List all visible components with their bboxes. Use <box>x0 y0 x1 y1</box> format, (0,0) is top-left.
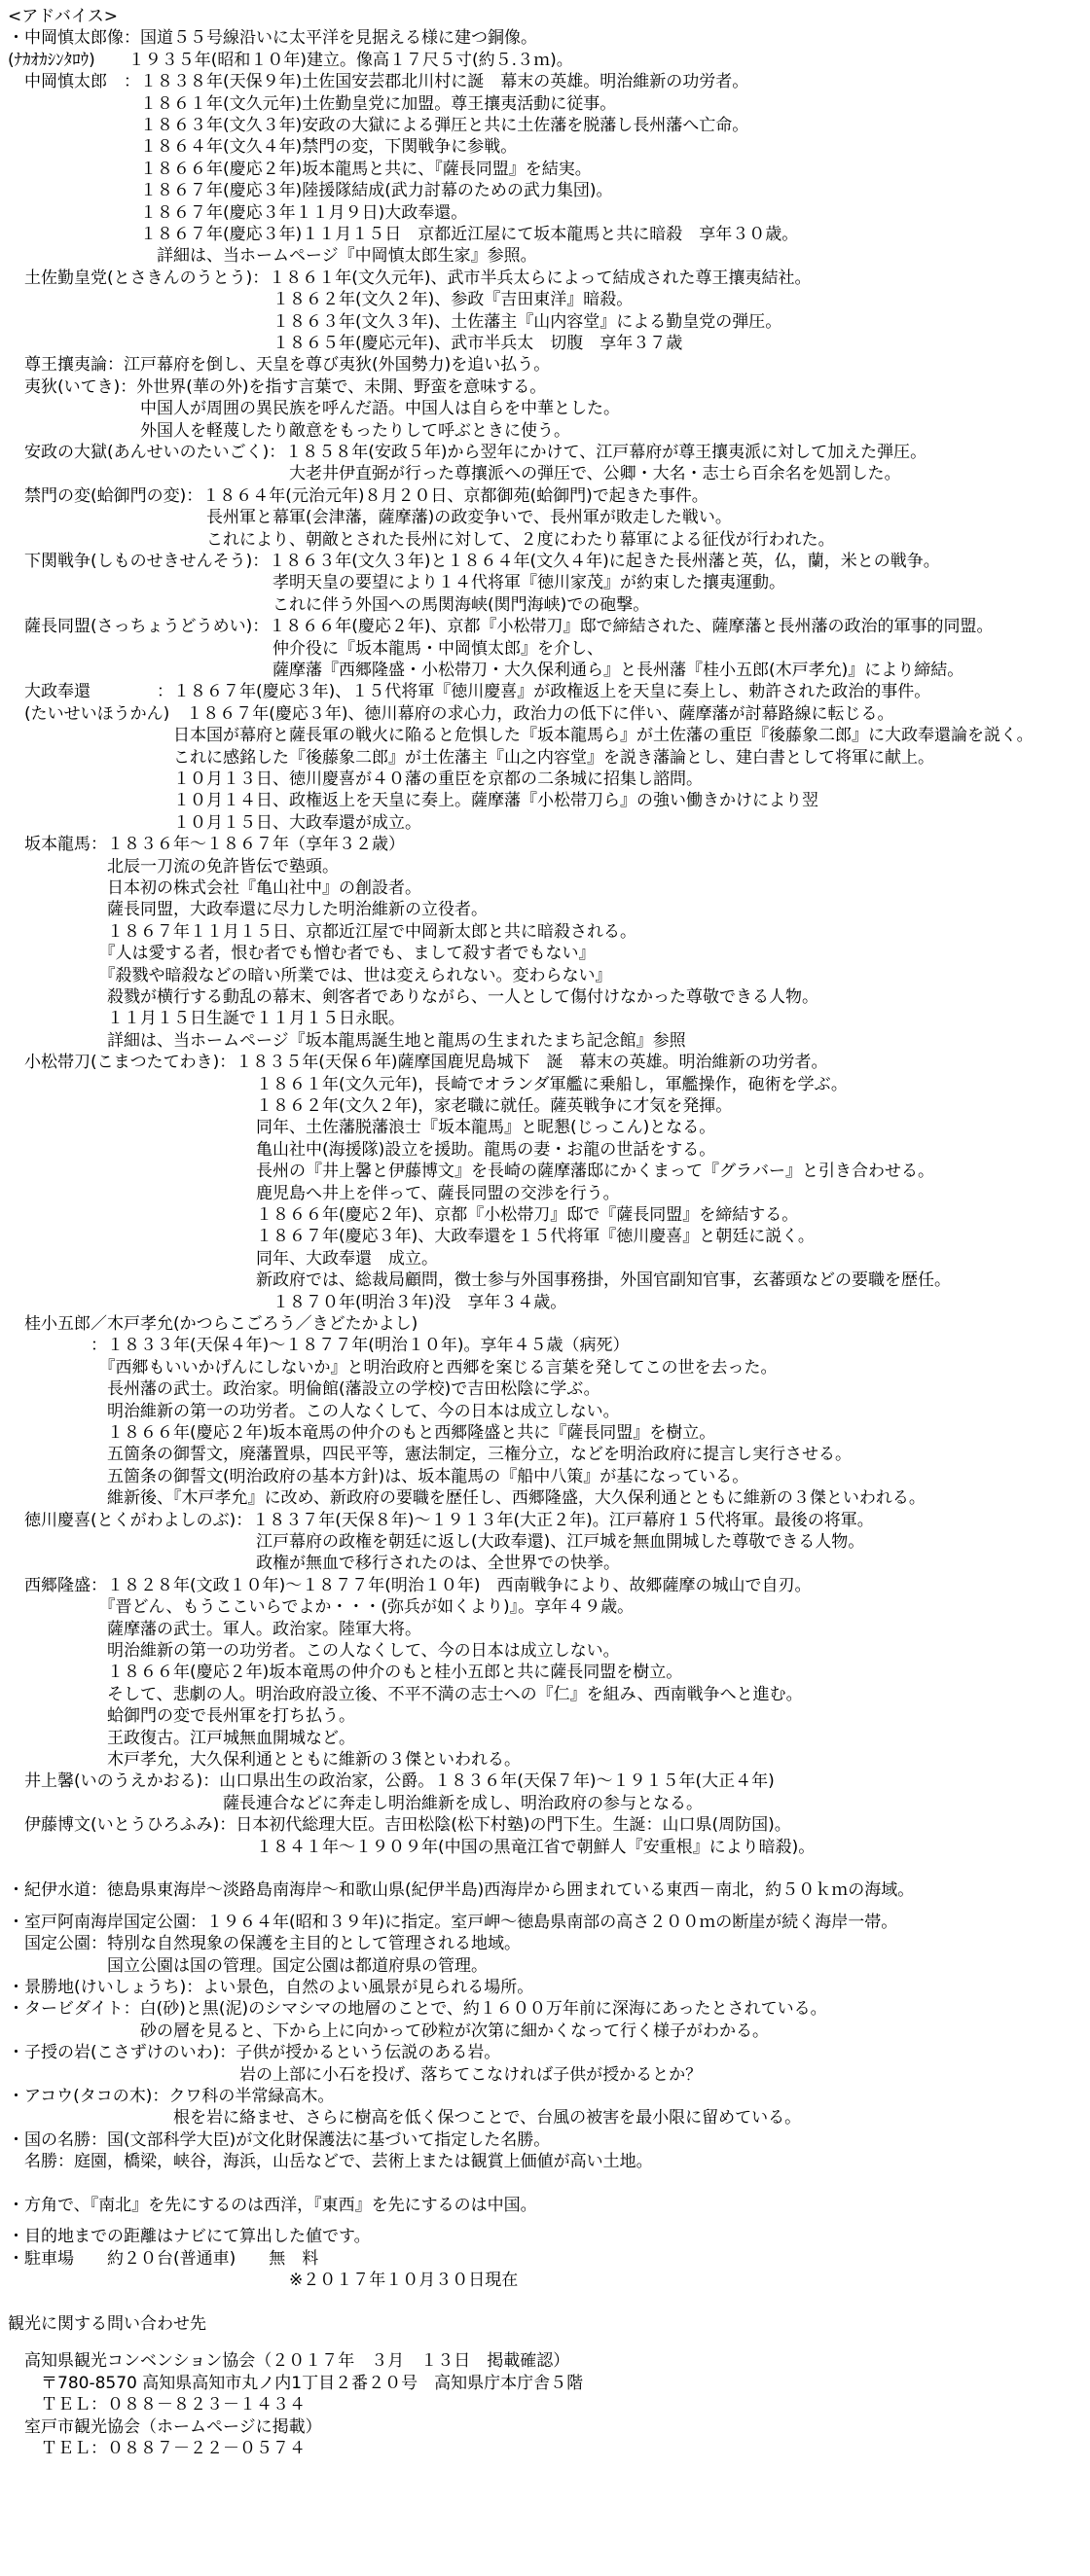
text-line: 岩の上部に小石を投げ、落ちてこなければ子供が授かるとか？ <box>8 2065 703 2085</box>
text-line: 政権が無血で移行されたのは、全世界での快挙。 <box>8 1554 620 1573</box>
text-line: １８６３年(文久３年)安政の大獄による弾圧と共に土佐藩を脱藩し長州藩へ亡命。 <box>8 116 749 135</box>
text-line: 中岡慎太郎 ：１８３８年(天保９年)土佐国安芸郡北川村に誕 幕末の英雄。明治維新の功労者。 <box>8 72 749 91</box>
text-line: 井上馨(いのうえかおる)：山口県出生の政治家，公爵。１８３６年(天保７年)～１９１５年(大正４年) <box>8 1771 775 1791</box>
text-line: 五箇条の御誓文，廃藩置県，四民平等，憲法制定，三権分立，などを明治政府に提言し実行させる。 <box>8 1445 852 1464</box>
text-line: １０月１４日、政権返上を天皇に奏上。薩摩藩『小松帯刀ら』の強い働きかけにより翌 <box>8 791 818 810</box>
text-line: ・タービダイト：白(砂)と黒(泥)のシマシマの地層のことで、約１６００万年前に深海にあったとされている。 <box>8 1999 827 2019</box>
text-line: 伊藤博文(いとうひろふみ)：日本初代総理大臣。吉田松陰(松下村塾)の門下生。生誕：山口県(周防国)。 <box>8 1815 791 1835</box>
text-line: 中国人が周囲の異民族を呼んだ語。中国人は自らを中華とした。 <box>8 399 620 418</box>
text-line: 夷狄(いてき)：外世界(華の外)を指す言葉で、未開、野蛮を意味する。 <box>8 377 547 397</box>
text-line: 『人は愛する者，恨む者でも憎む者でも、まして殺す者でもない』 <box>8 944 596 963</box>
text-line: １８６１年(文久元年)，長崎でオランダ軍艦に乗船し，軍艦操作，砲術を学ぶ。 <box>8 1075 848 1094</box>
text-line: ＴＥＬ：０８８７－２２－０５７４ <box>8 2439 306 2458</box>
text-line: 日本初の株式会社『亀山社中』の創設者。 <box>8 878 421 898</box>
text-line: 高知県観光コンベンション協会（２０１７年 ３月 １３日 掲載確認） <box>8 2351 570 2371</box>
text-line: 詳細は、当ホームページ『坂本龍馬誕生地と龍馬の生まれたまち記念館』参照 <box>8 1031 686 1051</box>
text-line: ・中岡慎太郎像：国道５５号線沿いに太平洋を見据える様に建つ銅像。 <box>8 28 537 48</box>
text-line: １８６６年(慶応２年)坂本龍馬と共に、『薩長同盟』を結実。 <box>8 160 592 179</box>
text-line: ・アコウ(タコの木)：クワ科の半常緑高木。 <box>8 2087 335 2106</box>
text-line: 『西郷もいいかげんにしないか』と明治政府と西郷を案じる言葉を発してこの世を去った。 <box>8 1358 778 1377</box>
text-line: 薩長同盟，大政奉還に尽力した明治維新の立役者。 <box>8 900 488 919</box>
text-line: ・室戸阿南海岸国定公園：１９６４年(昭和３９年)に指定。室戸岬～徳島県南部の高さ２００ｍの断崖が続く海岸一帯。 <box>8 1913 898 1932</box>
text-line: １１月１５日生誕で１１月１５日永眠。 <box>8 1009 405 1028</box>
text-line: これに伴う外国への馬関海峡(関門海峡)での砲撃。 <box>8 595 650 615</box>
text-line: 観光に関する問い合わせ先 <box>8 2314 206 2334</box>
text-line: １８６７年１１月１５日、京都近江屋で中岡新太郎と共に暗殺される。 <box>8 922 636 942</box>
text-line: ・景勝地(けいしょうち)：よい景色，自然のよい風景が見られる場所。 <box>8 1978 534 1997</box>
text-line: (たいせいほうかん) １８６７年(慶応３年)、徳川幕府の求心力，政治力の低下に伴い、薩摩藩が討幕路線に転じる。 <box>8 704 894 724</box>
text-line: １８６６年(慶応２年)坂本竜馬の仲介のもと西郷隆盛と共に『薩長同盟』を樹立。 <box>8 1423 716 1443</box>
text-line: １８６６年(慶応２年)、京都『小松帯刀』邸で『薩長同盟』を締結する。 <box>8 1205 799 1225</box>
text-line: 日本国が幕府と薩長軍の戦火に陥ると危惧した『坂本龍馬ら』が土佐藩の重臣『後藤象二郎』に大政奉還論を説く。 <box>8 726 1034 745</box>
text-line: 外国人を軽蔑したり敵意をもったりして呼ぶときに使う。 <box>8 421 570 441</box>
text-line: １８６２年(文久２年)，家老職に就任。薩英戦争に才気を発揮。 <box>8 1096 733 1116</box>
text-line: 王政復古。江戸城無血開城など。 <box>8 1729 355 1748</box>
text-line: <アドバイス> <box>8 7 118 26</box>
text-line: 北辰一刀流の免許皆伝で塾頭。 <box>8 857 339 877</box>
text-line: 薩長連合などに奔走し明治維新を成し、明治政府の参与となる。 <box>8 1794 703 1813</box>
text-line: 『殺戮や暗殺などの暗い所業では、世は変えられない。変わらない』 <box>8 966 612 985</box>
text-line: 長州の『井上馨と伊藤博文』を長崎の薩摩藩邸にかくまって『グラバー』と引き合わせる。 <box>8 1162 934 1181</box>
text-line: 長州藩の武士。政治家。明倫館(藩設立の学校)で吉田松陰に学ぶ。 <box>8 1379 600 1399</box>
text-line: 明治維新の第一の功労者。この人なくして、今の日本は成立しない。 <box>8 1641 620 1661</box>
text-line: 尊王攘夷論：江戸幕府を倒し、天皇を尊び夷狄(外国勢力)を追い払う。 <box>8 355 551 375</box>
text-line: 室戸市観光協会（ホームページに掲載） <box>8 2417 322 2437</box>
text-line: 名勝：庭園，橋梁，峡谷，海浜，山岳などで、芸術上または観賞上価値が高い土地。 <box>8 2152 653 2171</box>
text-line: １０月１３日、徳川慶喜が４０藩の重臣を京都の二条城に招集し諮問。 <box>8 769 703 789</box>
text-line: 殺戮が横行する動乱の幕末、剣客者でありながら、一人として傷付けなかった尊敬できる人物。 <box>8 987 818 1007</box>
text-line: そして、悲劇の人。明治政府設立後、不平不満の志士への『仁』を組み、西南戦争へと進む。 <box>8 1685 803 1704</box>
text-line: 薩長同盟(さっちょうどうめい)：１８６６年(慶応２年)、京都『小松帯刀』邸で締結された、薩摩藩と長州藩の政治的軍事的同盟。 <box>8 617 994 636</box>
text-line: １８６６年(慶応２年)坂本竜馬の仲介のもと桂小五郎と共に薩長同盟を樹立。 <box>8 1663 683 1682</box>
text-line: １８７０年(明治３年)没 享年３４歳。 <box>8 1293 567 1312</box>
text-line: １８６７年(慶応３年)１１月１５日 京都近江屋にて坂本龍馬と共に暗殺 享年３０歳。 <box>8 225 799 244</box>
text-line: 国定公園：特別な自然現象の保護を主目的として管理される地域。 <box>8 1934 521 1953</box>
text-line: 薩摩藩の武士。軍人。政治家。陸軍大将。 <box>8 1620 421 1639</box>
text-line: 鹿児島へ井上を伴って、薩長同盟の交渉を行う。 <box>8 1184 620 1203</box>
text-line: 江戸幕府の政権を朝廷に返し(大政奉還)、江戸城を無血開城した尊敬できる人物。 <box>8 1532 865 1552</box>
text-line: ・国の名勝：国(文部科学大臣)が文化財保護法に基づいて指定した名勝。 <box>8 2130 551 2150</box>
text-line: １８４１年～１９０９年(中国の黒竜江省で朝鮮人『安重根』により暗殺)。 <box>8 1838 816 1857</box>
text-line: 桂小五郎／木戸孝允(かつらこごろう／きどたかよし) <box>8 1314 418 1334</box>
text-line: 国立公園は国の管理。国定公園は都道府県の管理。 <box>8 1956 488 1976</box>
text-line: １８６２年(文久２年)、参政『吉田東洋』暗殺。 <box>8 290 634 309</box>
text-line: 亀山社中(海援隊)設立を援助。龍馬の妻・お龍の世話をする。 <box>8 1140 716 1160</box>
text-line: １８６４年(文久４年)禁門の変，下関戦争に参戦。 <box>8 137 518 157</box>
text-line: 禁門の変(蛤御門の変)：１８６４年(元治元年)８月２０日、京都御苑(蛤御門)で起きた事件。 <box>8 486 708 506</box>
text-line: 長州軍と幕軍(会津藩，薩摩藩)の政変争いで、長州軍が敗走した戦い。 <box>8 508 732 527</box>
text-line: 蛤御門の変で長州軍を打ち払う。 <box>8 1706 355 1726</box>
text-line: 新政府では、総裁局顧問，徴士参与外国事務掛，外国官副知官事，玄蕃頭などの要職を歴任。 <box>8 1270 951 1290</box>
text-line: 明治維新の第一の功労者。この人なくして、今の日本は成立しない。 <box>8 1402 620 1421</box>
text-line: (ﾅｶｵｶｼﾝﾀﾛｳ) １９３５年(昭和１０年)建立。像高１７尺５寸(約５.３ｍ)。 <box>8 51 573 70</box>
text-line: 徳川慶喜(とくがわよしのぶ)：１８３７年(天保８年)～１９１３年(大正２年)。江戸幕府１５代将軍。最後の将軍。 <box>8 1511 874 1530</box>
text-line: 土佐勤皇党(とさきんのうとう)：１８６１年(文久元年)、武市半兵太らによって結成された尊王攘夷結社。 <box>8 268 812 288</box>
text-line: 薩摩藩『西郷隆盛・小松帯刀・大久保利通ら』と長州藩『桂小五郎(木戸孝允)』により締結。 <box>8 661 964 680</box>
text-line: 砂の層を見ると、下から上に向かって砂粒が次第に細かくなって行く様子がわかる。 <box>8 2021 769 2041</box>
text-line: 〒780-8570 高知県高知市丸ノ内1丁目２番２０号 高知県庁本庁舎５階 <box>8 2374 584 2393</box>
text-line: ・子授の岩(こさずけのいわ)：子供が授かるという伝説のある岩。 <box>8 2043 501 2062</box>
text-line: ・紀伊水道：徳島県東海岸～淡路島南海岸～和歌山県(紀伊半島)西海岸から囲まれている東西－南北，約５０ｋｍの海域。 <box>8 1880 915 1900</box>
text-line: １８６７年(慶応３年１１月９日)大政奉還。 <box>8 203 468 223</box>
text-line: ・目的地までの距離はナビにて算出した値です。 <box>8 2227 371 2246</box>
text-line: 根を岩に絡ませ、さらに樹高を低く保つことで、台風の被害を最小限に留めている。 <box>8 2108 802 2128</box>
text-line: １８６７年(慶応３年)、大政奉還を１５代将軍『徳川慶喜』と朝廷に説く。 <box>8 1227 815 1246</box>
text-line: １８６７年(慶応３年)陸援隊結成(武力討幕のための武力集団)。 <box>8 181 613 200</box>
text-line: 大政奉還 ：１８６７年(慶応３年)、１５代将軍『徳川慶喜』が政権返上を天皇に奏上し、勅許された政治的事件。 <box>8 682 931 701</box>
text-line: ＴＥＬ：０８８－８２３－１４３４ <box>8 2395 306 2415</box>
text-line: 安政の大獄(あんせいのたいごく)：１８５８年(安政５年)から翌年にかけて、江戸幕府が尊王攘夷派に対して加えた弾圧。 <box>8 443 927 462</box>
text-line: １０月１５日、大政奉還が成立。 <box>8 813 421 833</box>
text-line: １８６１年(文久元年)土佐勤皇党に加盟。尊王攘夷活動に従事。 <box>8 94 617 114</box>
text-line: 木戸孝允，大久保利通とともに維新の３傑といわれる。 <box>8 1750 521 1770</box>
text-line: 西郷隆盛：１８２８年(文政１０年)～１８７７年(明治１０年) 西南戦争により、故郷薩摩の城山で自刃。 <box>8 1576 812 1595</box>
text-line: １８６３年(文久３年)、土佐藩主『山内容堂』による勤皇党の弾圧。 <box>8 312 782 332</box>
text-line: 同年、土佐藩脱藩浪士『坂本龍馬』と昵懇(じっこん)となる。 <box>8 1118 716 1137</box>
text-line: これに感銘した『後藤象二郎』が土佐藩主『山之内容堂』を説き藩論とし、建白書として将軍に献上。 <box>8 748 934 768</box>
text-line: 維新後、『木戸孝允』に改め、新政府の要職を歴任し、西郷隆盛，大久保利通とともに維新の３傑といわれる。 <box>8 1488 926 1508</box>
text-line: 仲介役に『坂本龍馬・中岡慎太郎』を介し、 <box>8 639 603 659</box>
text-line: 同年、大政奉還 成立。 <box>8 1249 438 1269</box>
text-line: ・駐車場 約２０台(普通車) 無 料 <box>8 2249 319 2269</box>
text-line: １８６５年(慶応元年)、武市半兵太 切腹 享年３７歳 <box>8 334 683 353</box>
text-line: 下関戦争(しものせきせんそう)：１８６３年(文久３年)と１８６４年(文久４年)に起きた長州藩と英，仏，蘭，米との戦争。 <box>8 552 940 571</box>
text-line: 坂本龍馬：１８３６年～１８６７年（享年３２歳） <box>8 835 405 854</box>
text-line: 孝明天皇の要望により１４代将軍『徳川家茂』が約束した攘夷運動。 <box>8 573 785 592</box>
text-line: 五箇条の御誓文(明治政府の基本方針)は、坂本龍馬の『船中八策』が基になっている。 <box>8 1467 749 1486</box>
text-line: これにより、朝敵とされた長州に対して、２度にわたり幕軍による征伐が行われた。 <box>8 530 835 550</box>
text-line: 『晋どん、もうここいらでよか・・・(弥兵が如くより)』。享年４９歳。 <box>8 1597 635 1617</box>
text-line: ：１８３３年(天保４年)～１８７７年(明治１０年)。享年４５歳（病死） <box>8 1336 630 1355</box>
text-line: 小松帯刀(こまつたてわき)：１８３５年(天保６年)薩摩国鹿児島城下 誕 幕末の英雄。明治維新の功労者。 <box>8 1053 828 1072</box>
text-line: ・方角で、『南北』を先にするのは西洋，『東西』を先にするのは中国。 <box>8 2196 537 2215</box>
text-line: 詳細は、当ホームページ『中岡慎太郎生家』参照。 <box>8 246 537 266</box>
text-line: ※２０１７年１０月３０日現在 <box>8 2271 519 2290</box>
text-line: 大老井伊直弼が行った尊攘派への弾圧で、公卿・大名・志士ら百余名を処罰した。 <box>8 464 901 483</box>
